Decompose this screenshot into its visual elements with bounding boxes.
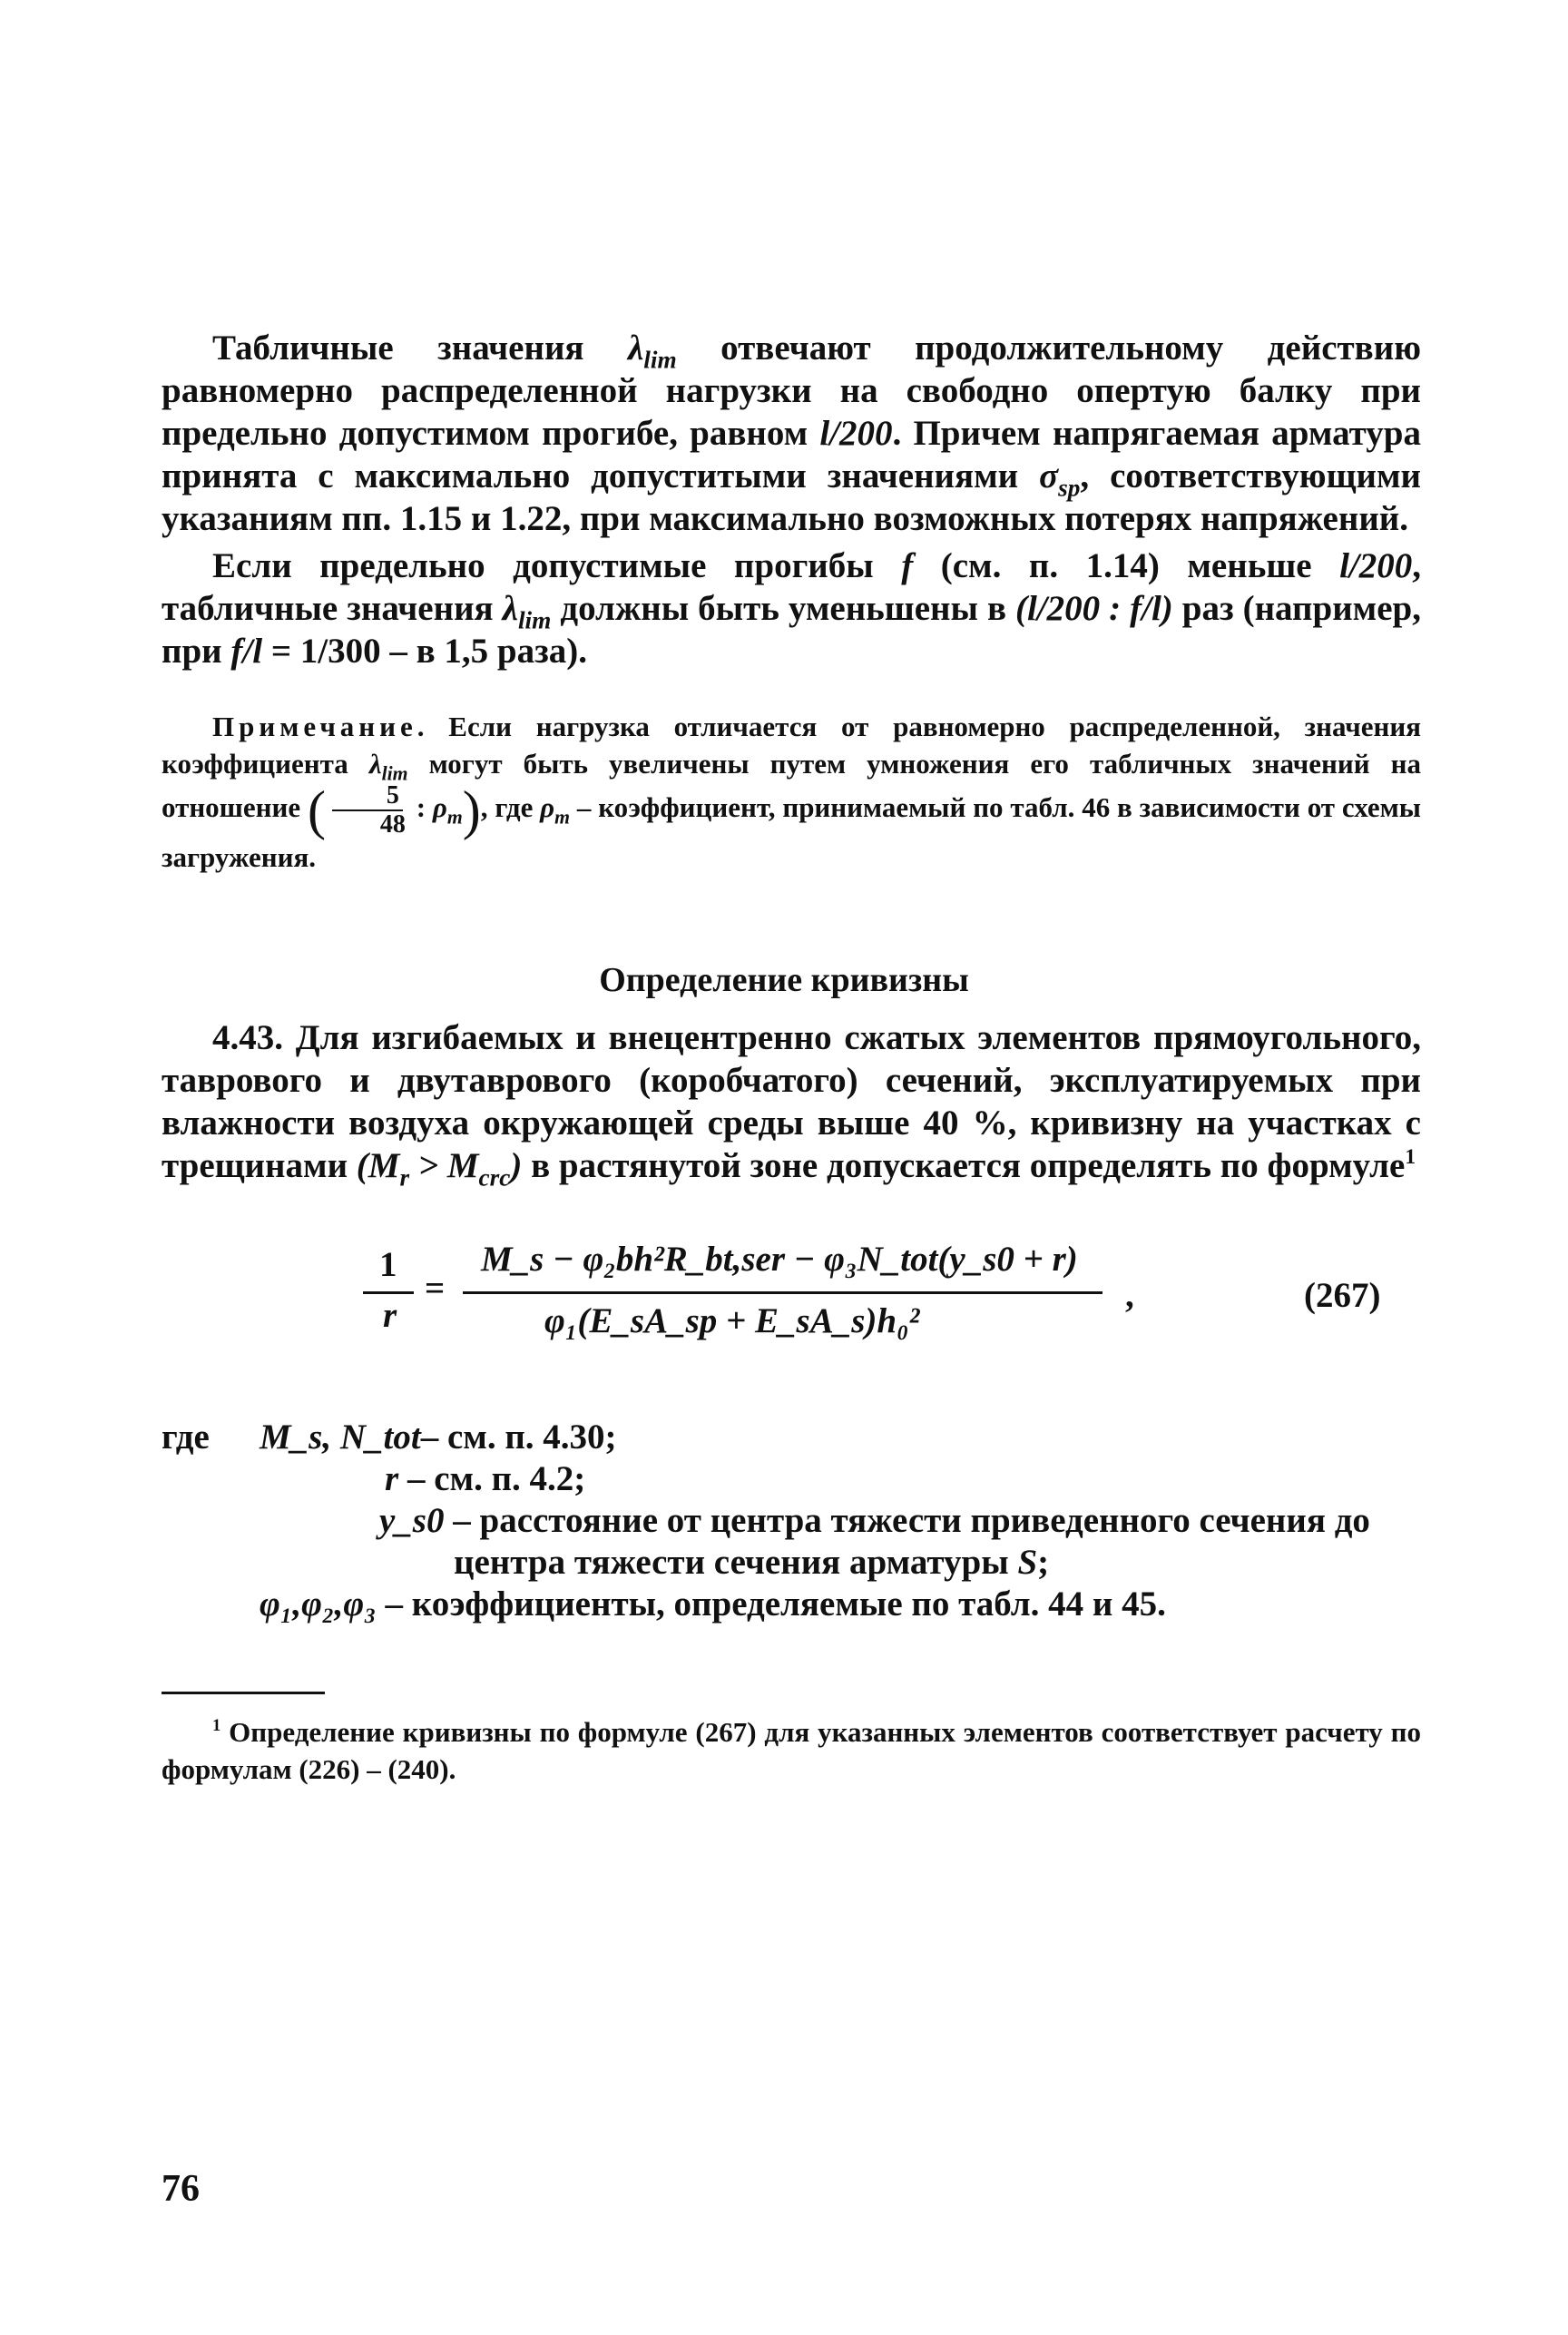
note: Примечание. Если нагрузка отличается от равномерно распределенной, значения коэффициента $\lambda_{lim}$ могут быть увеличены путем умножения его табличных значений на отношение ( $\frac{5}{48}$ : $\rho_m$), где $\rho_m$ – коэффициент, принимаемый по табл. 46 в зависимости от схемы загружения. (162, 711, 1421, 873)
footnote-ref: 1 (1405, 1144, 1416, 1169)
formula-numerator: M_s − φ₂bh²R_bt,ser − φ₃N_tot(y_s0 + r) (481, 1240, 1078, 1279)
paragraph-3: 4.43. Для изгибаемых и внецентренно сжатых элементов прямоугольного, таврового и двутаврового (коробчатого) сечений, эксплуатируемых при влажности воздуха окружающей среды выше 40 %, кривизну на участках с трещинами $(M_r > M_{crc})$ в растянутой зоне допускается определять по формуле$^1$ (162, 1018, 1421, 1192)
note-label: Примечание (212, 711, 417, 742)
formula-267: 1 r = M_s − φ₂bh²R_bt,ser − φ₃N_tot(y_s0 + r) φ₁(E_sA_sp + E_sA_s)h₀² , (267) (0, 1239, 1568, 1384)
formula-number: (267) (1304, 1276, 1381, 1315)
footnote-mark: 1 (212, 1715, 221, 1735)
paragraph-2: Если предельно допустимые прогибы f (см. п. 1.14) меньше l/200, табличные значения $\lambda_{lim}$ должны быть уменьшены в (l/200 : f/l) раз (например, при f/l = 1/300 – в 1,5 раза). (162, 546, 1421, 671)
page-number: 76 (162, 2168, 200, 2210)
note-fraction: $\frac{5}{48}$ (329, 782, 406, 839)
footnote: $^1$ Определение кривизны по формуле (267) для указанных элементов соответствует расчету по формулам (226) – (240). (162, 1715, 1421, 1785)
where-list: где M_s, N_tot– см. п. 4.30; r – см. п. 4.2; y_s0 – расстояние от центра тяжести приведенного сечения до центра тяжести сечения арматуры S; φ₁,φ₂,φ₃ – коэффициенты, определяемые по табл. 44 и 45. (162, 1418, 1370, 1624)
paragraph-1: Табличные значения $\lambda_{lim}$ отвечают продолжительному действию равномерно распределенной нагрузки на свободно опертую балку при предельно допустимом прогибе, равном l/200. Причем напрягаемая арматура принята с максимально допуститыми значениями $\sigma_{sp}$, соответствующими указаниям пп. 1.15 и 1.22, при максимально возможных потерях напряжений. (162, 329, 1422, 538)
section-title: Определение кривизны (599, 961, 969, 999)
clause-number: 4.43. (212, 1018, 283, 1057)
formula-denominator: φ₁(E_sA_sp + E_sA_s)h₀² (544, 1301, 920, 1340)
footnote-separator (162, 1692, 325, 1694)
